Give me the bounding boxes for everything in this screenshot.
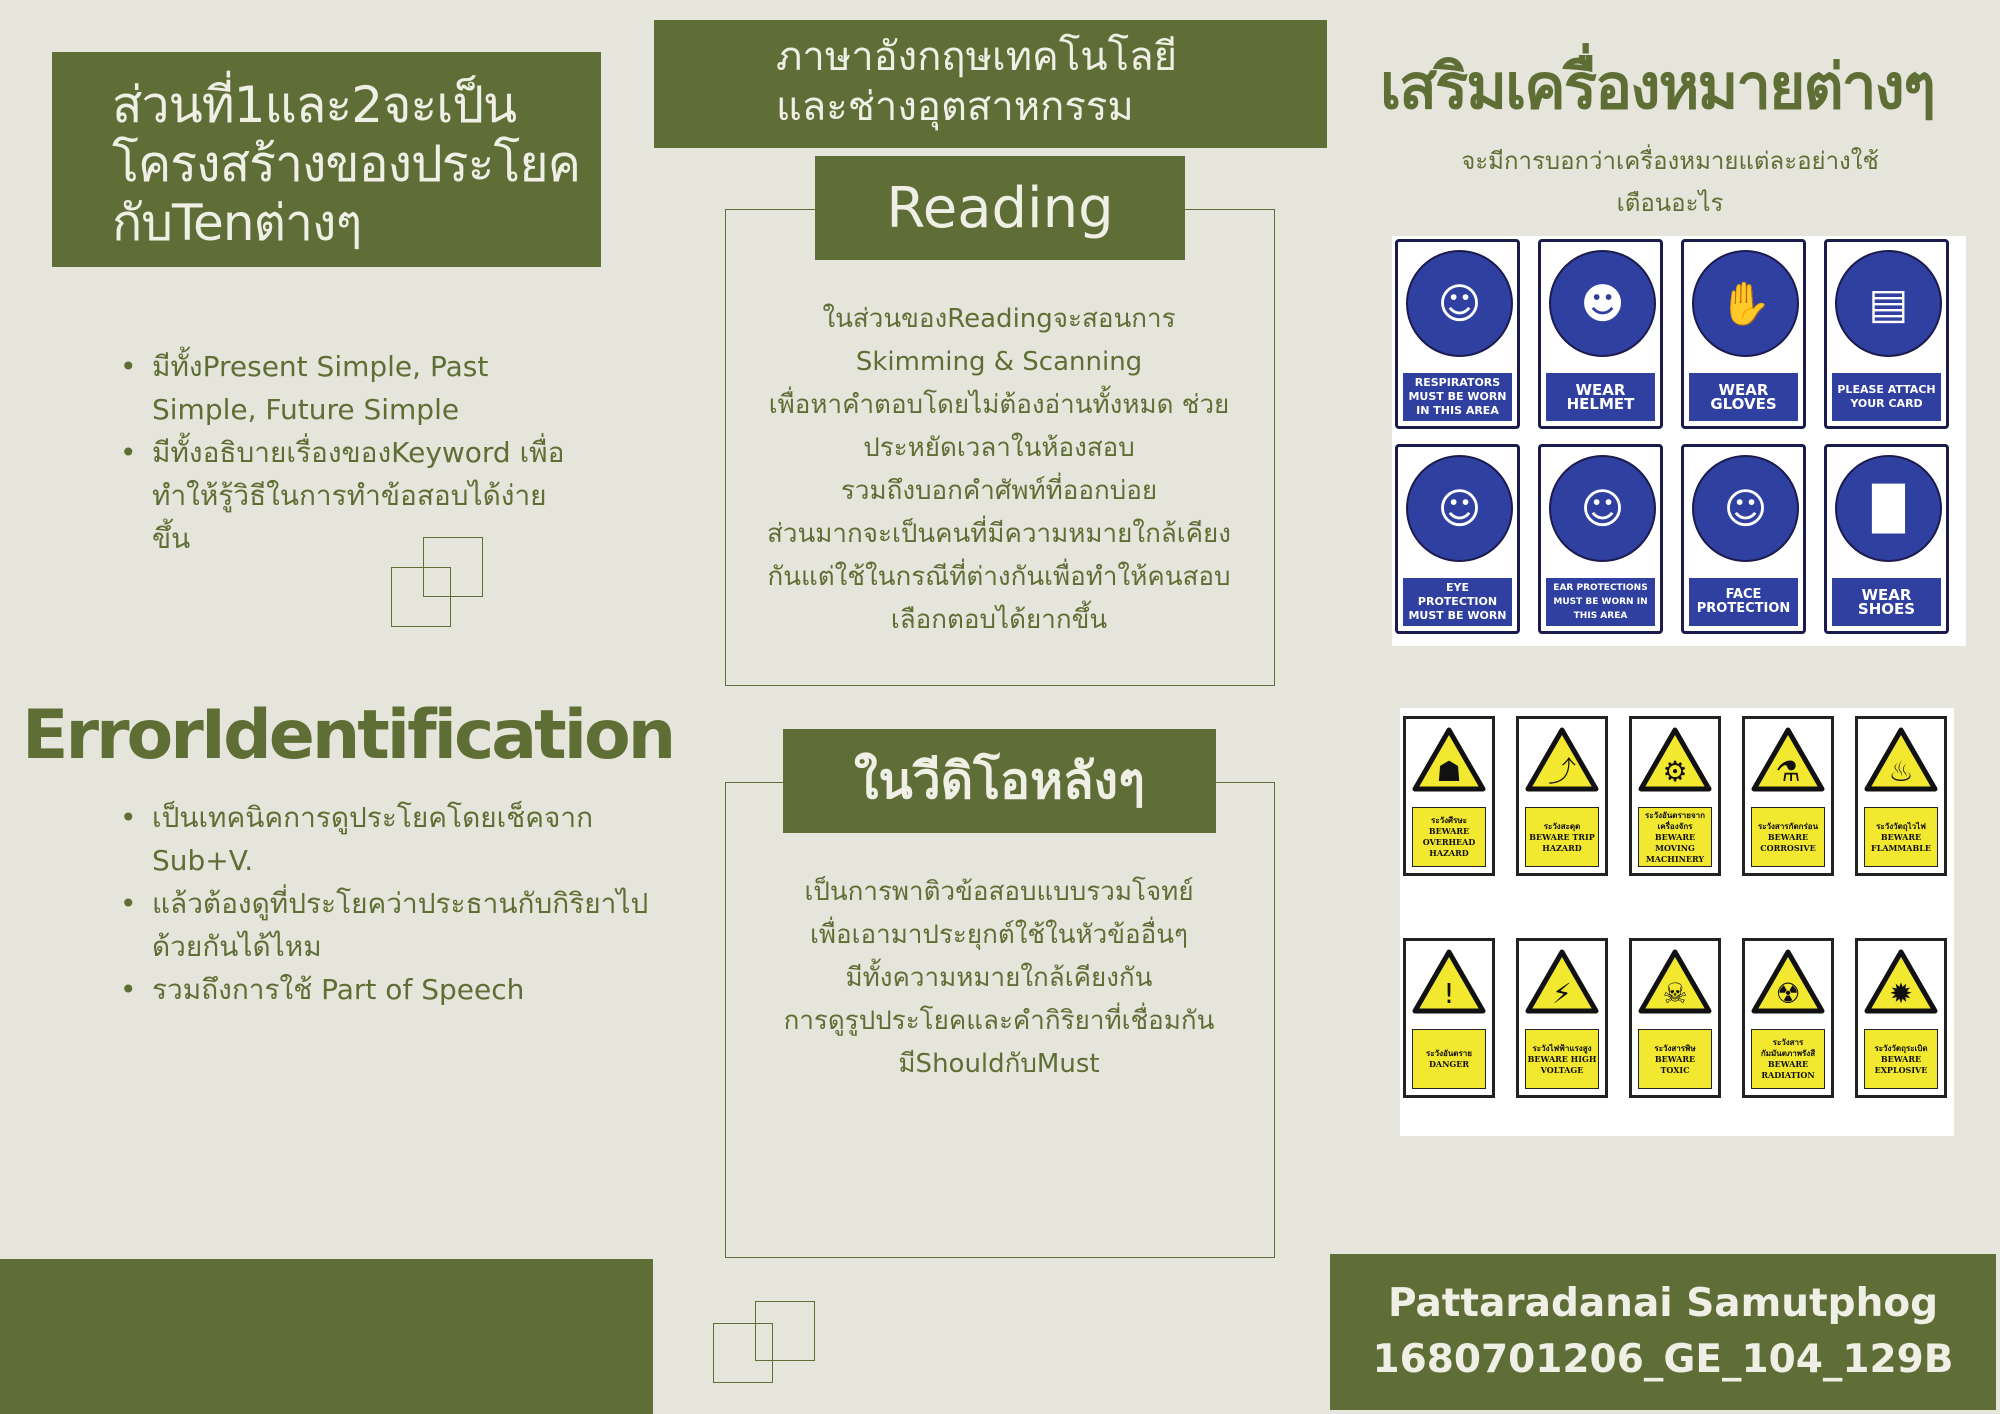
warning-triangle-icon bbox=[1751, 727, 1825, 793]
structure-bullets bbox=[120, 345, 572, 560]
warning-triangle-icon bbox=[1525, 949, 1599, 1015]
warning-glyph: ♨ bbox=[1888, 755, 1914, 788]
warning-label-en: BEWARE MOVING MACHINERY bbox=[1645, 831, 1705, 864]
mandatory-sign: ☺ EAR PROTECTIONS MUST BE WORN IN THIS AREA bbox=[1538, 444, 1663, 634]
ear-muffs-icon: ☺ bbox=[1549, 455, 1656, 562]
warning-glyph: ⚡ bbox=[1552, 977, 1572, 1010]
warning-sign bbox=[1403, 938, 1495, 1098]
warning-sign bbox=[1742, 716, 1834, 876]
warning-label-th: ระวังสารกัมมันตภาพรังสี bbox=[1760, 1037, 1816, 1058]
signs-title: เสริมเครื่องหมายต่างๆ bbox=[1379, 50, 1935, 123]
mandatory-signs-panel bbox=[1392, 236, 1966, 646]
warning-label bbox=[1525, 807, 1599, 867]
warning-triangle-icon bbox=[1412, 949, 1486, 1015]
error-bullets bbox=[120, 796, 662, 1011]
section-heading: ส่วนที่1และ2จะเป็น โครงสร้างของประโยค กับTenต่างๆ bbox=[112, 76, 581, 252]
warning-glyph: ⤴ bbox=[1547, 755, 1577, 788]
mandatory-sign: ▤ PLEASE ATTACH YOUR CARD bbox=[1824, 239, 1949, 429]
warning-label bbox=[1751, 807, 1825, 867]
warning-glyph: ☢ bbox=[1775, 977, 1801, 1010]
id-card-icon: ▤ bbox=[1835, 250, 1942, 357]
warning-triangle-icon bbox=[1638, 727, 1712, 793]
author-info bbox=[1330, 1276, 1996, 1388]
reading-description: ในส่วนของReadingจะสอนการ Skimming & Scanning เพื่อหาคำตอบโดยไม่ต้องอ่านทั้งหมด ช่วย ประหยัดเวลาในห้องสอบ รวมถึงบอกคำศัพท์ที่ออกบ่อย ส่วนมากจะเป็นคนที่มีความหมายใกล้เคียง กันแต่ใช้ในกรณีที่ต่างกันเพื่อทำให้คนสอบ เลือกตอบได้ยากขึ้น bbox=[767, 304, 1231, 635]
warning-sign bbox=[1403, 716, 1495, 876]
warning-sign bbox=[1742, 938, 1834, 1098]
warning-label bbox=[1412, 807, 1486, 867]
decorative-square bbox=[713, 1323, 773, 1383]
gloves-icon: ✋ bbox=[1692, 250, 1799, 357]
signs-subtitle: จะมีการบอกว่าเครื่องหมายแต่ละอย่างใช้เตือนอะไร bbox=[1461, 147, 1879, 217]
warning-label-th: ระวังอันตรายจากเครื่องจักร bbox=[1645, 809, 1705, 831]
warning-sign bbox=[1855, 938, 1947, 1098]
warning-glyph: ☗ bbox=[1436, 755, 1462, 788]
mandatory-sign: ✋ WEAR GLOVES bbox=[1681, 239, 1806, 429]
mandatory-sign: ☻ WEAR HELMET bbox=[1538, 239, 1663, 429]
error-identification-title: ErrorIdentification bbox=[22, 696, 674, 775]
section-heading-box bbox=[52, 52, 601, 267]
warning-label-en: BEWARE CORROSIVE bbox=[1760, 831, 1816, 853]
warning-triangle-icon bbox=[1864, 727, 1938, 793]
warning-glyph: ✹ bbox=[1889, 977, 1913, 1010]
warning-label-en: BEWARE TRIP HAZARD bbox=[1529, 831, 1595, 853]
list-item: • มีทั้งอธิบายเรื่องของKeyword เพื่อทำให้รู้วิธีในการทำข้อสอบได้ง่ายขึ้น bbox=[152, 431, 572, 560]
warning-label-th: ระวังสะดุด bbox=[1543, 820, 1581, 831]
warning-label-th: ระวังศีรษะ bbox=[1431, 815, 1467, 825]
list-item: • เป็นเทคนิคการดูประโยคโดยเช็คจาก Sub+V. bbox=[152, 796, 662, 882]
warning-label bbox=[1638, 807, 1712, 867]
warning-triangle-icon bbox=[1751, 949, 1825, 1015]
warning-sign bbox=[1629, 716, 1721, 876]
warning-label-en: BEWARE FLAMMABLE bbox=[1871, 831, 1931, 853]
warning-sign bbox=[1516, 938, 1608, 1098]
warning-label-en: BEWARE TOXIC bbox=[1654, 1053, 1696, 1075]
mandatory-sign: ☺ FACE PROTECTION bbox=[1681, 444, 1806, 634]
respirator-icon: ☺ bbox=[1406, 250, 1513, 357]
warning-sign bbox=[1855, 716, 1947, 876]
decorative-square bbox=[391, 567, 451, 627]
author-box bbox=[1326, 1250, 2000, 1414]
course-title: ภาษาอังกฤษเทคโนโลยี และช่างอุตสาหกรรม bbox=[776, 34, 1178, 130]
warning-label-th: ระวังอันตราย bbox=[1426, 1048, 1472, 1058]
mandatory-sign: ☺ EYE PROTECTION MUST BE WORN bbox=[1395, 444, 1520, 634]
list-item: • มีทั้งPresent Simple, Past Simple, Future Simple bbox=[152, 345, 572, 431]
boot-icon: █ bbox=[1835, 455, 1942, 562]
warning-glyph: ☠ bbox=[1662, 977, 1688, 1010]
warning-glyph: ! bbox=[1443, 977, 1455, 1010]
warning-label-th: ระวังวัตถุไวไฟ bbox=[1876, 820, 1926, 831]
warning-label bbox=[1864, 807, 1938, 867]
mandatory-sign: █ WEAR SHOES bbox=[1824, 444, 1949, 634]
warning-label-th: ระวังสารพิษ bbox=[1654, 1042, 1696, 1053]
warning-label-en: DANGER bbox=[1428, 1059, 1470, 1069]
warning-label-en: BEWARE EXPLOSIVE bbox=[1874, 1053, 1928, 1075]
warning-sign bbox=[1629, 938, 1721, 1098]
warning-label-th: ระวังวัตถุระเบิด bbox=[1874, 1042, 1928, 1053]
warning-label bbox=[1638, 1029, 1712, 1089]
footer-band-left bbox=[0, 1259, 653, 1414]
course-title-box bbox=[654, 20, 1327, 148]
video-tab: ในวีดิโอหลังๆ bbox=[783, 729, 1216, 833]
student-id: 1680701206_GE_104_129B bbox=[1372, 1337, 1954, 1382]
warning-triangle-icon bbox=[1638, 949, 1712, 1015]
goggles-icon: ☺ bbox=[1406, 455, 1513, 562]
warning-triangle-icon bbox=[1412, 727, 1486, 793]
warning-label-en: BEWARE RADIATION bbox=[1761, 1059, 1815, 1080]
warning-triangle-icon bbox=[1525, 727, 1599, 793]
video-description: เป็นการพาติวข้อสอบแบบรวมโจทย์ เพื่อเอามาประยุกต์ใช้ในหัวข้ออื่นๆ มีทั้งความหมายใกล้เคียงกัน การดูรูปประโยคและคำกิริยาที่เชื่อมกัน มีShouldกับMust bbox=[783, 877, 1215, 1079]
warning-glyph: ⚗ bbox=[1775, 755, 1801, 788]
warning-label-en: BEWARE HIGH VOLTAGE bbox=[1527, 1053, 1597, 1075]
helmet-icon: ☻ bbox=[1549, 250, 1656, 357]
warning-label bbox=[1412, 1029, 1486, 1089]
warning-label-th: ระวังสารกัดกร่อน bbox=[1757, 820, 1819, 831]
reading-tab: Reading bbox=[815, 156, 1185, 260]
warning-label bbox=[1864, 1029, 1938, 1089]
list-item: • รวมถึงการใช้ Part of Speech bbox=[152, 968, 662, 1011]
list-item: • แล้วต้องดูที่ประโยคว่าประธานกับกิริยาไปด้วยกันได้ไหม bbox=[152, 882, 662, 968]
warning-signs-panel bbox=[1400, 708, 1954, 1136]
warning-label bbox=[1751, 1029, 1825, 1089]
face-shield-icon: ☺ bbox=[1692, 455, 1799, 562]
warning-label bbox=[1525, 1029, 1599, 1089]
author-name: Pattaradanai Samutphog bbox=[1387, 1281, 1939, 1326]
warning-glyph: ⚙ bbox=[1662, 755, 1688, 788]
warning-sign bbox=[1516, 716, 1608, 876]
warning-label-th: ระวังไฟฟ้าแรงสูง bbox=[1532, 1042, 1592, 1053]
warning-triangle-icon bbox=[1864, 949, 1938, 1015]
warning-label-en: BEWARE OVERHEAD HAZARD bbox=[1422, 826, 1476, 858]
mandatory-sign: ☺ RESPIRATORS MUST BE WORN IN THIS AREA bbox=[1395, 239, 1520, 429]
